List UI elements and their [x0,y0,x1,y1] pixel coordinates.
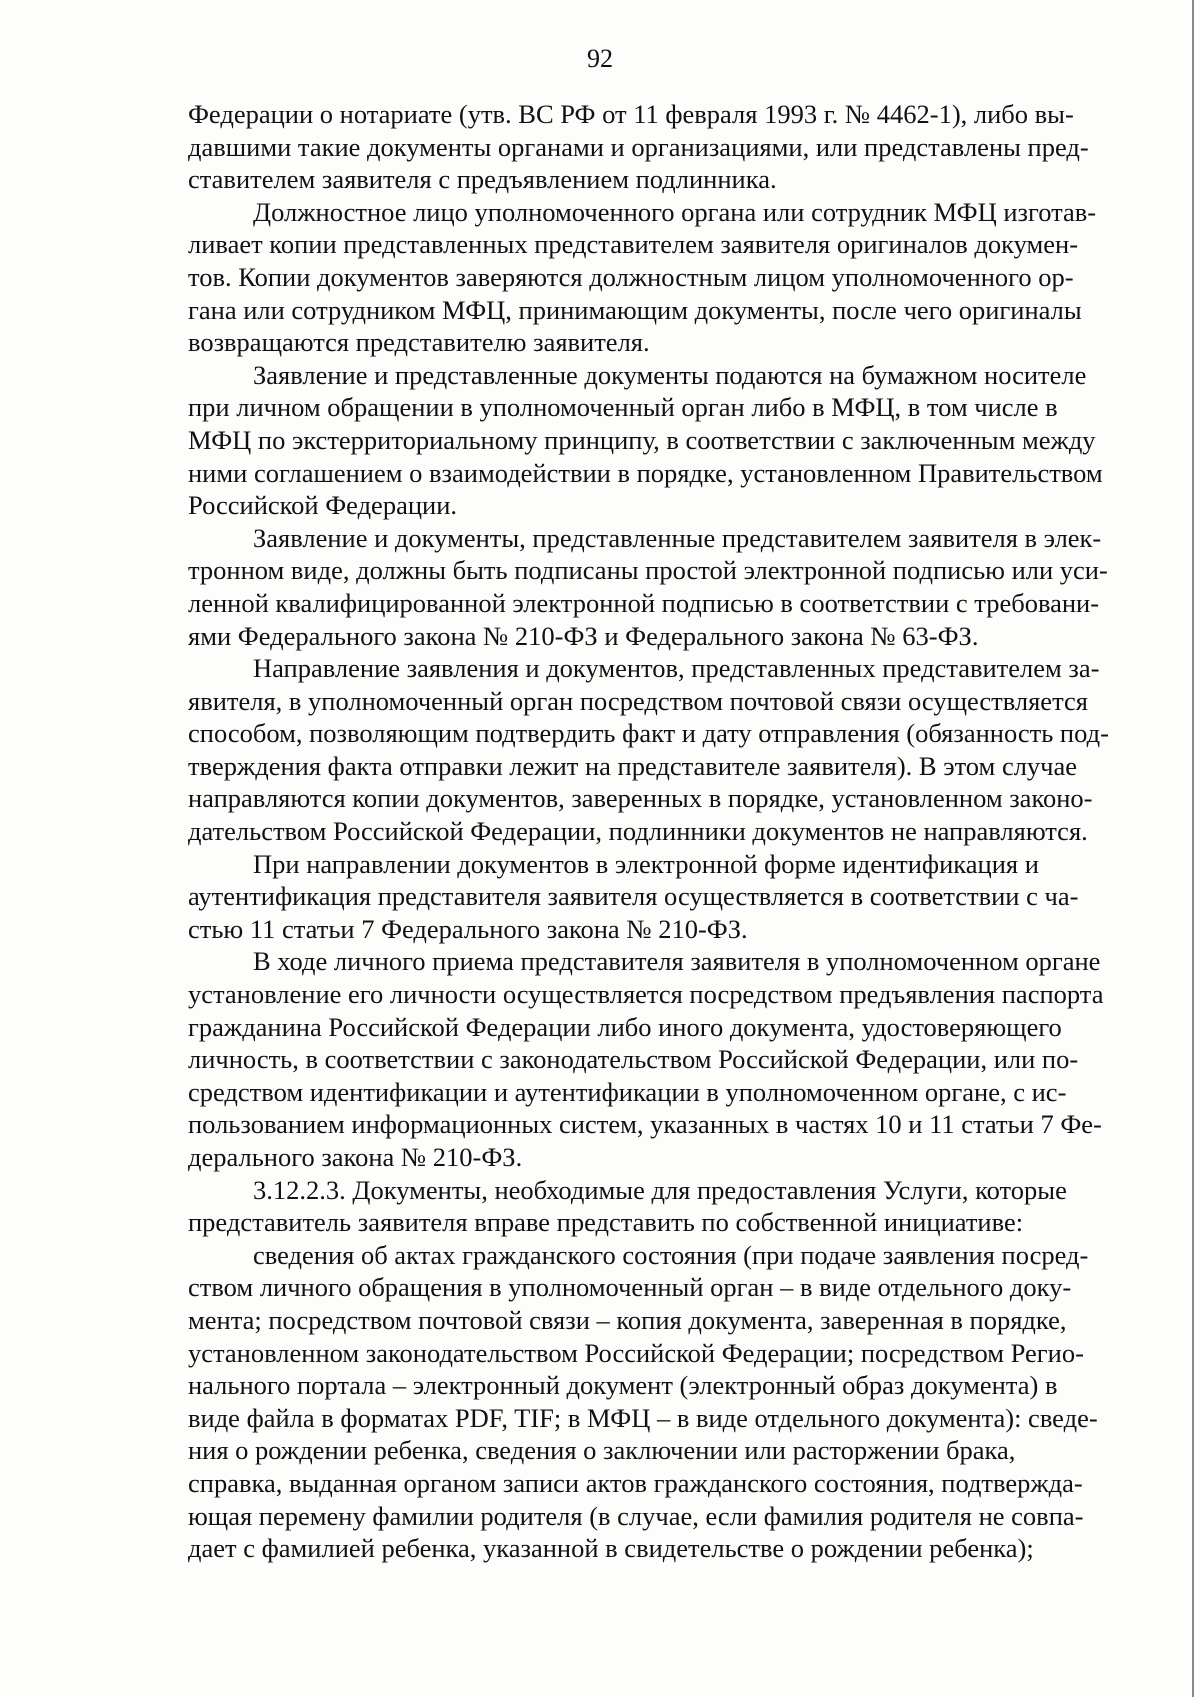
paragraph-1: Федерации о нотариате (утв. ВС РФ от 11 февраля 1993 г. № 4462-1), либо вы- давшими такие документы органами и организациями, или представлены пред- ставителем заявителя с предъявлением подлинника. [188,99,1089,195]
paragraph-4: Заявление и документы, представленные представителем заявителя в элек- тронном виде, должны быть подписаны простой электронной подписью или уси- ленной квалифицированной электронной подписью в соответствии с требовани- ями Федерального закона № 210-ФЗ и Федерального закона № 63-ФЗ. [188,522,1108,651]
paragraph-5: Направление заявления и документов, представленных представителем за- явителя, в уполномоченный орган посредством почтовой связи осуществляется способом, позволяющим подтвердить факт и дату отправления (обязанность под- тверждения факта отправки лежит на представителе заявителя). В этом случае направляются копии документов, заверенных в порядке, установленном законо- дательством Российской Федерации, подлинники документов не направляются. [188,653,1109,847]
scan-edge-line [1192,0,1194,1697]
paragraph-3: Заявление и представленные документы подаются на бумажном носителе при личном обращении в уполномоченный орган либо в МФЦ, в том числе в МФЦ по экстерриториальному принципу, в соответствии с заключенным между ними соглашением о взаимодействии в порядке, установленном Правительством Российской Федерации. [188,359,1103,521]
paragraph-7: В ходе личного приема представителя заявителя в уполномоченном органе установление его личности осуществляется посредством предъявления паспорта гражданина Российской Федерации либо иного документа, удостоверяющего личность, в соответствии с законодательством Российской Федерации, или по- средством идентификации и аутентификации в уполномоченном органе, с ис- пользованием информационных систем, указанных в частях 10 и 11 статьи 7 Фе- дерального закона № 210-ФЗ. [188,946,1104,1172]
document-body [188,98,1130,1565]
paragraph-2: Должностное лицо уполномоченного органа или сотрудник МФЦ изготав- ливает копии представленных представителем заявителя оригиналов докумен- тов. Копии документов заверяются должностным лицом уполномоченного ор- гана или сотрудником МФЦ, принимающим документы, после чего оригиналы возвращаются представителю заявителя. [188,196,1097,358]
paragraph-9: сведения об актах гражданского состояния (при подаче заявления посред- ством личного обращения в уполномоченный орган – в виде отдельного доку- мента; посредством почтовой связи – копия документа, заверенная в порядке, установленном законодательством Российской Федерации; посредством Регио- нального портала – электронный документ (электронный образ документа) в виде файла в форматах PDF, TIF; в МФЦ – в виде отдельного документа): сведе- ния о рождении ребенка, сведения о заключении или расторжении брака, справка, выданная органом записи актов гражданского состояния, подтвержда- ющая перемену фамилии родителя (в случае, если фамилия родителя не совпа- дает с фамилией ребенка, указанной в свидетельстве о рождении ребенка); [188,1239,1098,1564]
paragraph-8: 3.12.2.3. Документы, необходимые для предоставления Услуги, которые представитель заявителя вправе представить по собственной инициативе: [188,1174,1067,1238]
page-number: 92 [587,44,613,73]
paragraph-6: При направлении документов в электронной форме идентификация и аутентификация представителя заявителя осуществляется в соответствии с ча- стью 11 статьи 7 Федерального закона № 210-ФЗ. [188,848,1079,944]
